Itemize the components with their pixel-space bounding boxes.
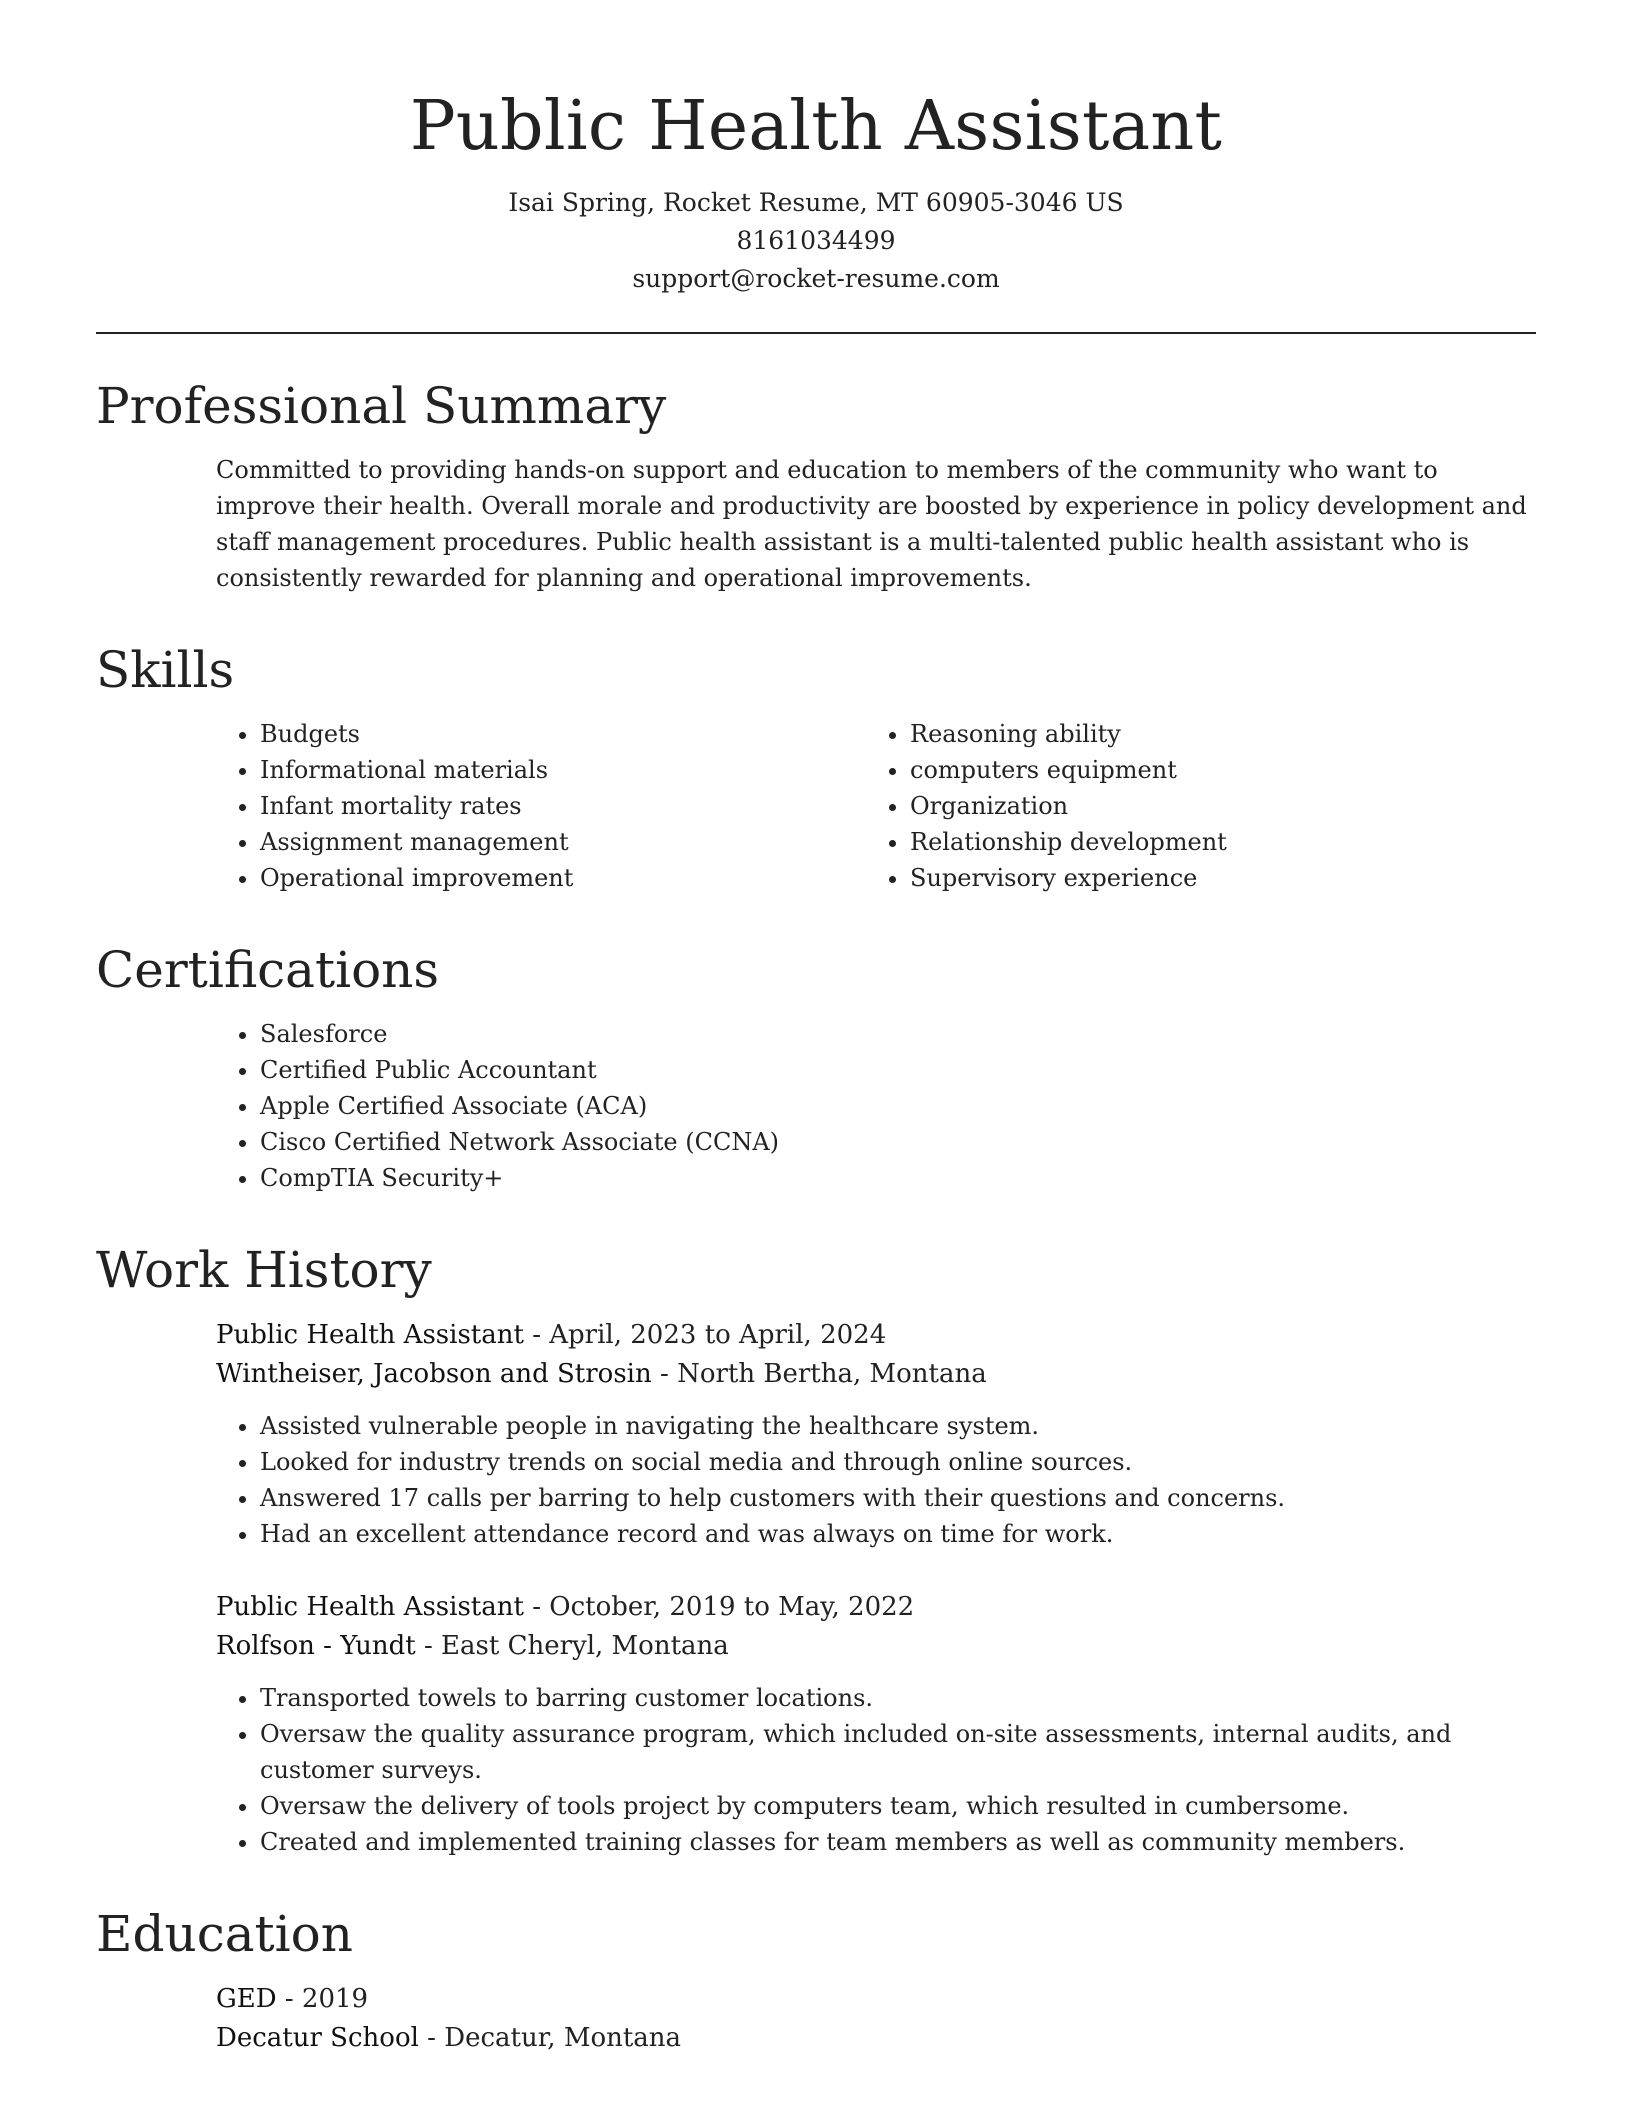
job-bullet: • Assisted vulnerable people in navigating the healthcare system. bbox=[260, 1408, 1536, 1444]
job-company-line bbox=[216, 1355, 1536, 1394]
summary-section bbox=[96, 374, 1536, 596]
certification-item: • Certified Public Accountant bbox=[260, 1052, 1536, 1088]
education-degree: GED bbox=[216, 1984, 277, 2014]
education-section bbox=[96, 1902, 1536, 2058]
skills-section bbox=[96, 638, 1536, 896]
certification-item: • Cisco Certified Network Associate (CCNA) bbox=[260, 1124, 1536, 1160]
skill-item: • computers equipment bbox=[910, 752, 1516, 788]
header-divider bbox=[96, 332, 1536, 334]
contact-email: support@rocket-resume.com bbox=[632, 264, 1000, 293]
contact-phone: 8161034499 bbox=[736, 226, 896, 255]
job-dates: - October, 2019 to May, 2022 bbox=[523, 1592, 915, 1622]
work-history-title: Work History bbox=[96, 1241, 432, 1299]
skills-title: Skills bbox=[96, 641, 235, 699]
job-bullet: • Transported towels to barring customer locations. bbox=[260, 1680, 1536, 1716]
job-company: Rolfson - Yundt bbox=[216, 1631, 416, 1661]
contact-block bbox=[96, 184, 1536, 298]
job-company-line bbox=[216, 1627, 1536, 1666]
education-school-line bbox=[216, 2019, 1536, 2058]
education-school: Decatur School bbox=[216, 2023, 419, 2053]
work-history-section bbox=[96, 1238, 1536, 1860]
job-bullet: • Created and implemented training classes for team members as well as community members. bbox=[260, 1824, 1536, 1860]
skill-item: • Assignment management bbox=[260, 824, 866, 860]
job-entry bbox=[216, 1316, 1536, 1552]
education-location: - Decatur, Montana bbox=[418, 2023, 682, 2053]
job-role: Public Health Assistant bbox=[216, 1592, 524, 1622]
education-entry bbox=[96, 1980, 1536, 2058]
job-location: - North Bertha, Montana bbox=[651, 1359, 987, 1389]
skill-item: • Organization bbox=[910, 788, 1516, 824]
skills-column-left bbox=[216, 702, 866, 896]
job-title-line bbox=[216, 1588, 1536, 1627]
summary-title: Professional Summary bbox=[96, 377, 667, 435]
skill-item: • Operational improvement bbox=[260, 860, 866, 896]
certifications-section bbox=[96, 938, 1536, 1196]
job-role: Public Health Assistant bbox=[216, 1320, 524, 1350]
education-title: Education bbox=[96, 1905, 353, 1963]
skill-item: • Reasoning ability bbox=[910, 716, 1516, 752]
job-bullet: • Answered 17 calls per barring to help customers with their questions and concerns. bbox=[260, 1480, 1536, 1516]
job-title-line bbox=[216, 1316, 1536, 1355]
job-dates: - April, 2023 to April, 2024 bbox=[523, 1320, 887, 1350]
skill-item: • Relationship development bbox=[910, 824, 1516, 860]
certification-item: • Salesforce bbox=[260, 1016, 1536, 1052]
certifications-title: Certifications bbox=[96, 941, 440, 999]
skills-grid bbox=[96, 702, 1536, 896]
job-bullet: • Had an excellent attendance record and was always on time for work. bbox=[260, 1516, 1536, 1552]
certification-item: • CompTIA Security+ bbox=[260, 1160, 1536, 1196]
summary-text: Committed to providing hands-on support and education to members of the community who want to improve their health. Overall morale and productivity are boosted by experience in policy development and staff management procedures. Public health assistant is a multi-talented public health assistant who is consistently rewarded for planning and operational improvements. bbox=[216, 456, 1527, 592]
candidate-name: Public Health Assistant bbox=[409, 87, 1223, 166]
job-bullet: • Oversaw the delivery of tools project by computers team, which resulted in cumbersome. bbox=[260, 1788, 1536, 1824]
job-bullet: • Looked for industry trends on social media and through online sources. bbox=[260, 1444, 1536, 1480]
skills-column-right bbox=[866, 702, 1516, 896]
resume-header bbox=[96, 0, 1536, 298]
skill-item: • Infant mortality rates bbox=[260, 788, 866, 824]
job-bullet: • Oversaw the quality assurance program, which included on-site assessments, internal audits, and customer surveys. bbox=[260, 1716, 1536, 1788]
job-location: - East Cheryl, Montana bbox=[415, 1631, 729, 1661]
job-entry bbox=[216, 1588, 1536, 1860]
skill-item: • Budgets bbox=[260, 716, 866, 752]
skill-item: • Informational materials bbox=[260, 752, 866, 788]
skill-item: • Supervisory experience bbox=[910, 860, 1516, 896]
contact-address: Isai Spring, Rocket Resume, MT 60905-3046 US bbox=[508, 188, 1124, 217]
job-company: Wintheiser, Jacobson and Strosin bbox=[216, 1359, 652, 1389]
certification-item: • Apple Certified Associate (ACA) bbox=[260, 1088, 1536, 1124]
education-degree-line bbox=[216, 1980, 1536, 2019]
education-year: - 2019 bbox=[276, 1984, 369, 2014]
